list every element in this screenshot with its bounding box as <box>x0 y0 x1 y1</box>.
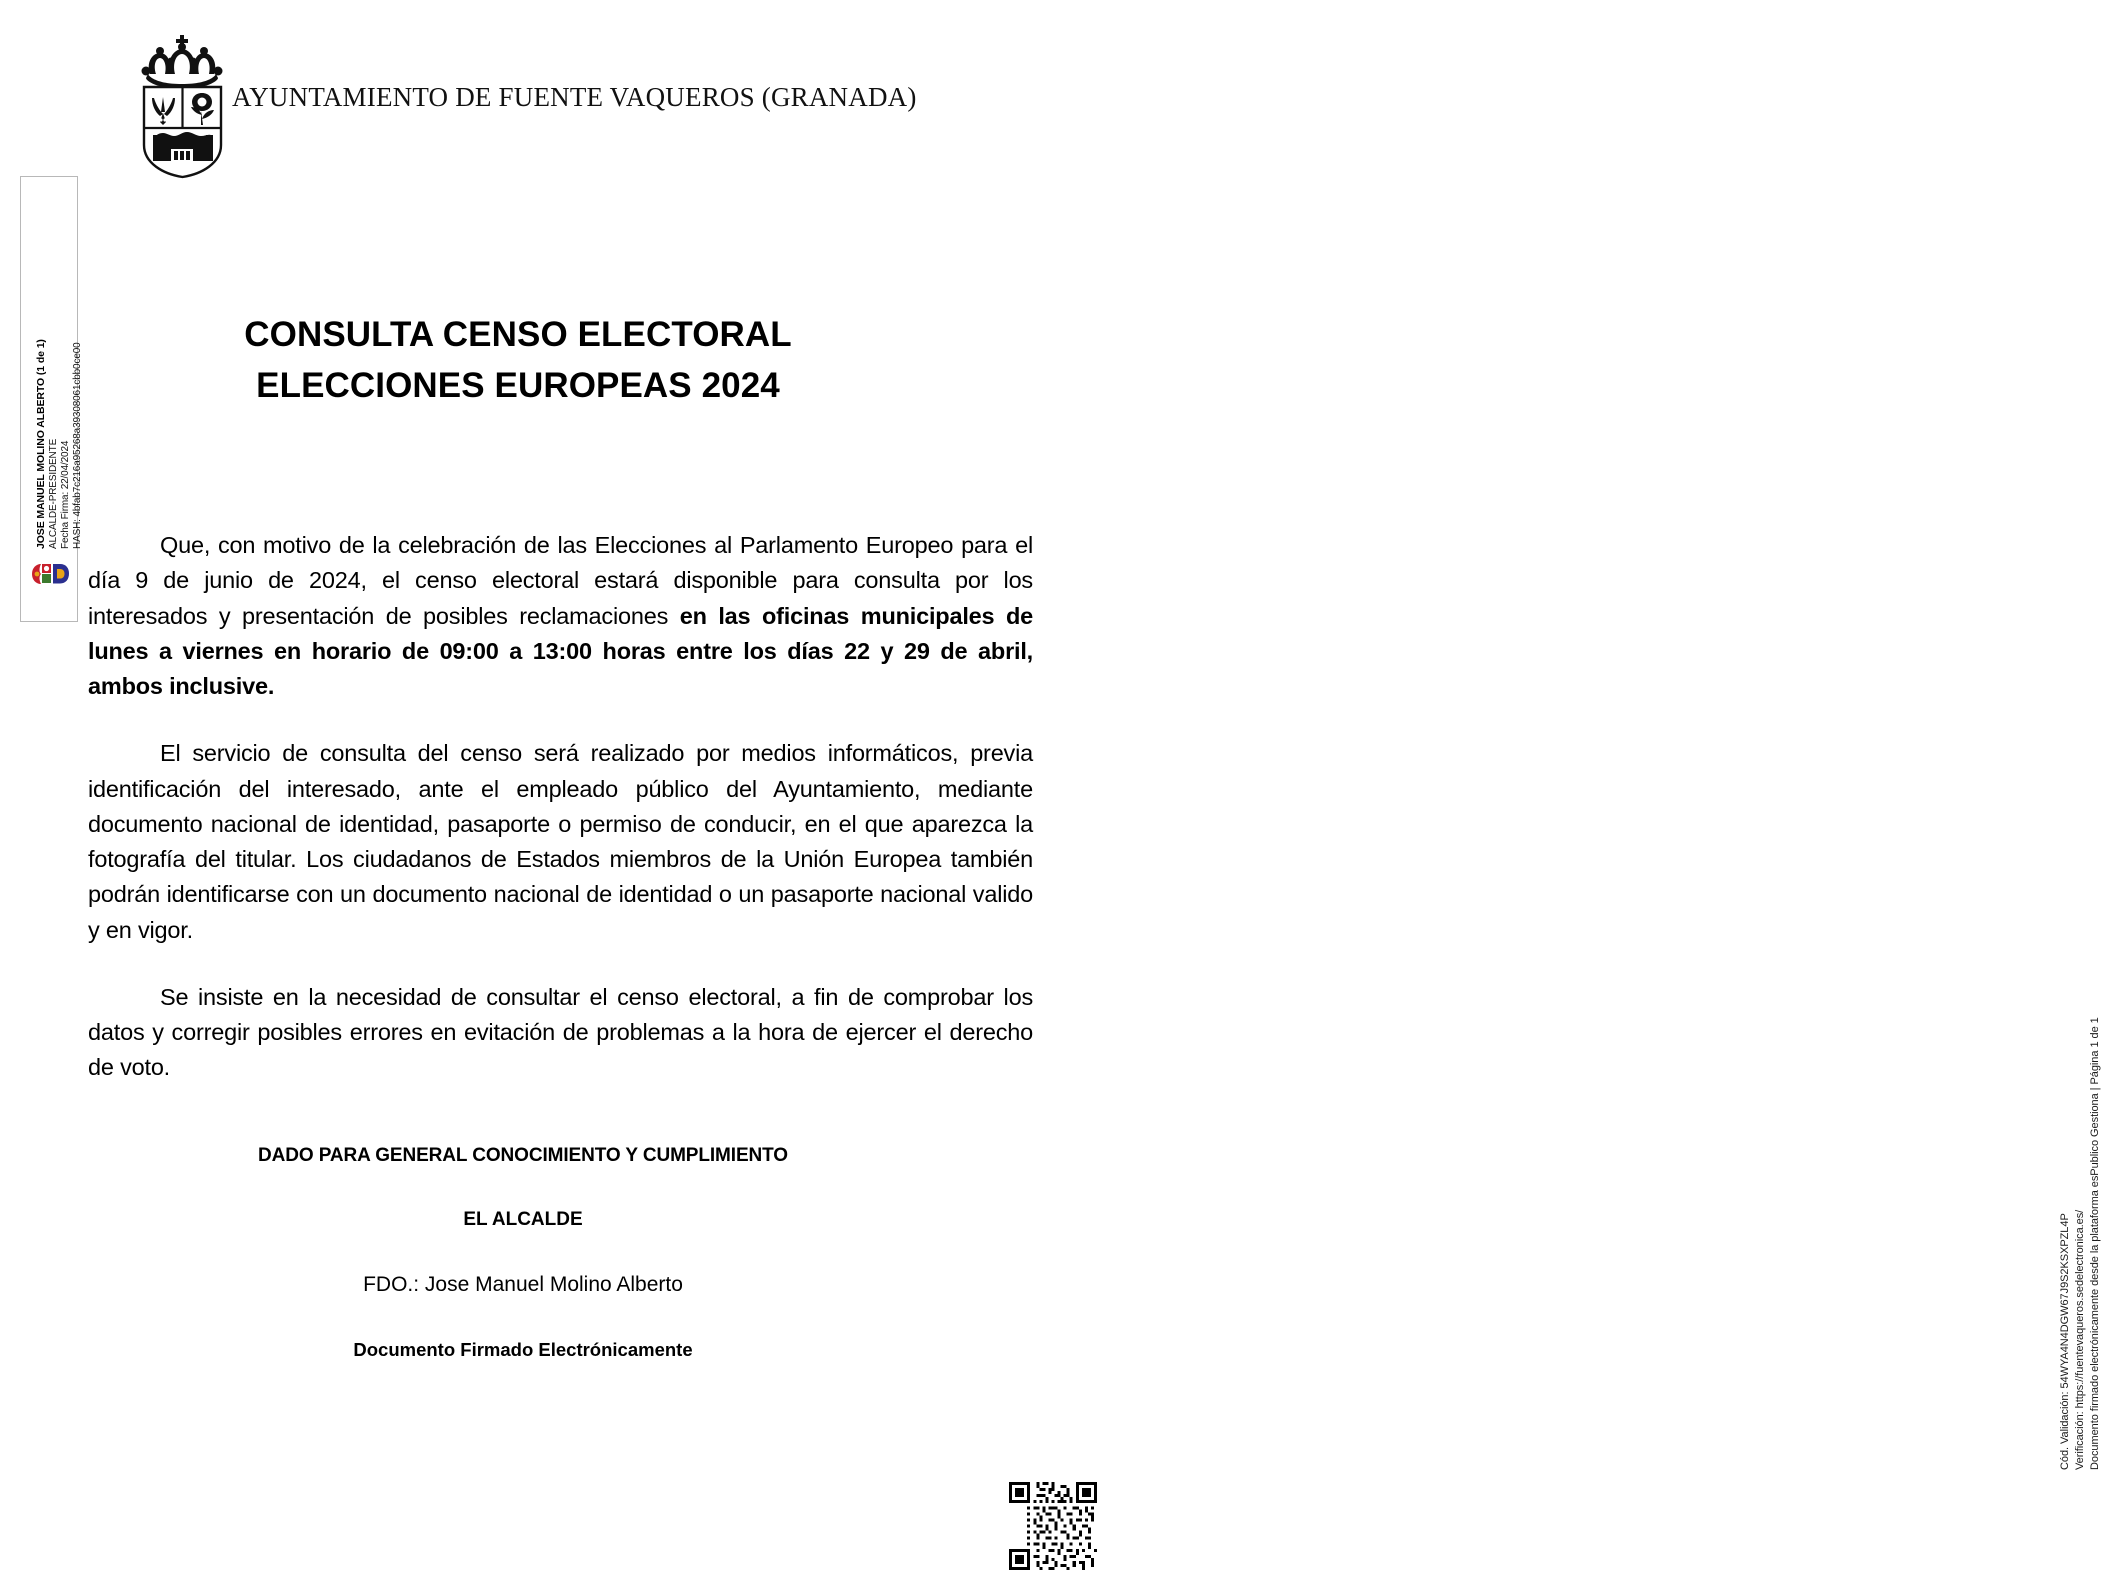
verification-footer-strip <box>1019 0 2101 1554</box>
validation-code: Cód. Validación: 54WYA4N4DGW67J9S2KSXPZL4P <box>2059 1213 2071 1470</box>
closing-heading: DADO PARA GENERAL CONOCIMIENTO Y CUMPLIMIENTO <box>257 1145 788 1166</box>
signer-role: ALCALDE-PRESIDENTE <box>47 438 59 549</box>
platform-note: Documento firmado electrónicamente desde la plataforma esPublico Gestiona | Página 1 de 1 <box>2088 1017 2101 1470</box>
closing-electronic-note: Documento Firmado Electrónicamente <box>353 1339 693 1360</box>
document-title <box>88 310 948 412</box>
espublico-gestiona-logo-icon <box>30 561 70 587</box>
document-body <box>88 528 1033 1118</box>
closing-role: EL ALCALDE <box>463 1209 583 1230</box>
electronic-signature-panel <box>20 176 84 622</box>
paragraph-1-text: Que, con motivo de la celebración de las Elecciones al Parlamento Europeo para el día 9 de junio de 2024, el censo electoral estará disponible para consulta por los interesados y presentación de posibles reclamaciones <box>88 532 1033 629</box>
verification-url[interactable]: Verificación: https://fuentevaqueros.sedelectronica.es/ <box>2073 1209 2086 1470</box>
signature-date: Fecha Firma: 22/04/2024 <box>59 440 71 549</box>
closing-block <box>88 1145 958 1361</box>
signature-text-block <box>21 177 84 621</box>
closing-signed-by: FDO.: Jose Manuel Molino Alberto <box>363 1273 683 1296</box>
coat-of-arms-icon <box>130 27 235 182</box>
paragraph-1 <box>88 528 1033 704</box>
document-title-line-2: ELECCIONES EUROPEAS 2024 <box>256 365 780 405</box>
signature-hash: HASH: 4bfab7c216a95268a39308061cbb0ce00 <box>72 342 84 549</box>
paragraph-1-bold-text: en las oficinas municipales de lunes a viernes en horario de 09:00 a 13:00 horas entre los días 22 y 29 de abril, ambos inclusive. <box>88 602 1033 699</box>
paragraph-3: Se insiste en la necesidad de consultar el censo electoral, a fin de comprobar los datos y corregir posibles errores en evitación de problemas a la hora de ejercer el derecho de voto. <box>88 983 1033 1081</box>
paragraph-2: El servicio de consulta del censo será realizado por medios informáticos, previa identificación del interesado, ante el empleado público del Ayuntamiento, mediante documento nacional de identidad, pasaporte o permiso de conducir, en el que aparezca la fotografía del titular. Los ciudadanos de Estados miembros de la Unión Europea también podrán identificarse con un documento nacional de identidad o un pasaporte nacional valido y en vigor. <box>88 740 1033 943</box>
signer-name: JOSE MANUEL MOLINO ALBERTO (1 de 1) <box>35 339 47 549</box>
verification-text-block <box>2058 970 2103 1470</box>
verification-qr-code-icon[interactable] <box>1009 1482 1097 1570</box>
page-title: AYUNTAMIENTO DE FUENTE VAQUEROS (GRANADA) <box>232 82 917 112</box>
document-header <box>0 0 1105 190</box>
document-title-line-1: CONSULTA CENSO ELECTORAL <box>244 315 792 354</box>
